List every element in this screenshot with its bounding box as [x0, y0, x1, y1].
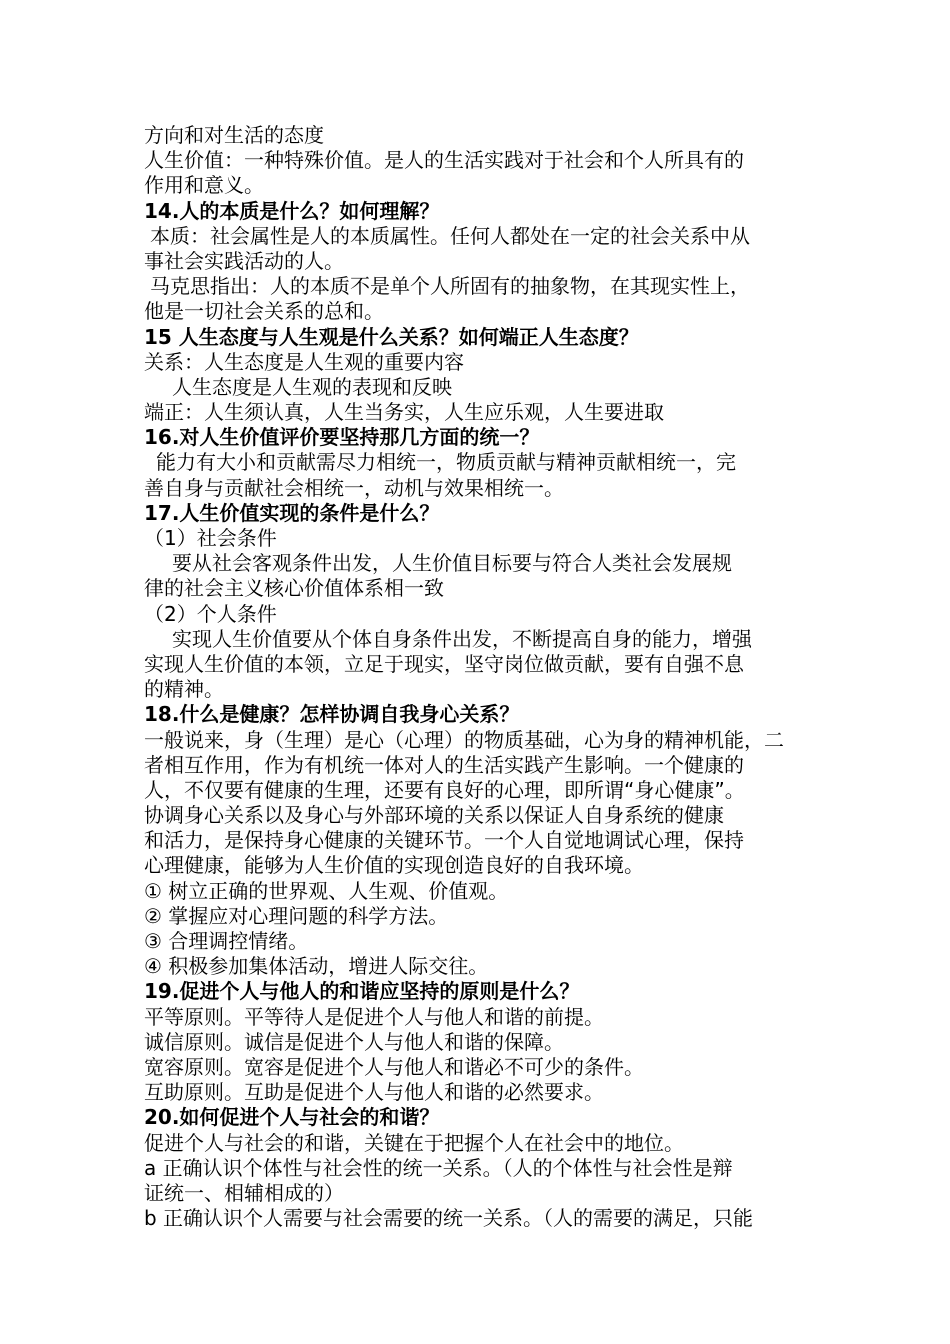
text-line: 本质：社会属性是人的本质属性。任何人都处在一定的社会关系中从 [150, 223, 750, 248]
text-line: 人生态度是人生观的表现和反映 [172, 374, 452, 399]
question-heading: 18.什么是健康？怎样协调自我身心关系？ [144, 702, 520, 727]
question-heading: 15 人生态度与人生观是什么关系？如何端正人生态度？ [144, 324, 639, 349]
text-line: 实现人生价值的本领，立足于现实，坚守岗位做贡献，要有自强不息 [144, 651, 744, 676]
text-line: 事社会实践活动的人。 [144, 248, 344, 273]
text-line: 作用和意义。 [144, 173, 264, 198]
text-line: 平等原则。平等待人是促进个人与他人和谐的前提。 [144, 1004, 604, 1029]
text-line: 关系：人生态度是人生观的重要内容 [144, 349, 464, 374]
text-line: 的精神。 [144, 677, 224, 702]
text-line: 端正：人生须认真，人生当务实，人生应乐观，人生要进取 [144, 400, 664, 425]
text-line: 实现人生价值要从个体自身条件出发，不断提高自身的能力，增强 [172, 626, 752, 651]
text-line: 心理健康，能够为人生价值的实现创造良好的自我环境。 [144, 853, 644, 878]
question-heading: 16.对人生价值评价要坚持那几方面的统一？ [144, 425, 540, 450]
text-line: a 正确认识个体性与社会性的统一关系。（人的个体性与社会性是辩 [144, 1155, 733, 1180]
list-item: ② 掌握应对心理问题的科学方法。 [144, 903, 449, 928]
text-line: 人，不仅要有健康的生理，还要有良好的心理，即所谓“身心健康”。 [144, 777, 745, 802]
text-line: 宽容原则。宽容是促进个人与他人和谐必不可少的条件。 [144, 1054, 644, 1079]
list-item: ③ 合理调控情绪。 [144, 929, 309, 953]
question-heading: 17.人生价值实现的条件是什么？ [144, 500, 440, 525]
text-line: 协调身心关系以及身心与外部环境的关系以保证人自身系统的健康 [144, 803, 724, 828]
text-line: 律的社会主义核心价值体系相一致 [144, 576, 444, 601]
text-line: 善自身与贡献社会相统一，动机与效果相统一。 [144, 475, 564, 500]
text-line: 方向和对生活的态度 [144, 123, 324, 147]
text-line: 要从社会客观条件出发，人生价值目标要与符合人类社会发展规 [172, 551, 732, 576]
text-line: （2）个人条件 [144, 601, 277, 626]
question-heading: 14.人的本质是什么？如何理解？ [144, 198, 440, 223]
text-line: 一般说来，身（生理）是心（心理）的物质基础，心为身的精神机能，二 [144, 727, 784, 752]
text-line: 马克思指出：人的本质不是单个人所固有的抽象物，在其现实性上， [150, 274, 750, 299]
text-line: 诚信原则。诚信是促进个人与他人和谐的保障。 [144, 1029, 564, 1054]
list-item: ④ 积极参加集体活动，增进人际交往。 [144, 954, 489, 979]
text-line: 人生价值：一种特殊价值。是人的生活实践对于社会和个人所具有的 [144, 148, 744, 173]
list-item: ① 树立正确的世界观、人生观、价值观。 [144, 878, 509, 903]
text-line: 证统一、相辅相成的） [144, 1180, 344, 1205]
text-line: b 正确认识个人需要与社会需要的统一关系。（人的需要的满足，只能 [144, 1206, 754, 1231]
text-line: 他是一切社会关系的总和。 [144, 299, 384, 324]
text-line: 者相互作用，作为有机统一体对人的生活实践产生影响。一个健康的 [144, 752, 744, 777]
text-line: 促进个人与社会的和谐，关键在于把握个人在社会中的地位。 [144, 1130, 684, 1155]
question-heading: 19.促进个人与他人的和谐应坚持的原则是什么？ [144, 979, 580, 1004]
text-line: 和活力，是保持身心健康的关键环节。一个人自觉地调试心理，保持 [144, 828, 744, 853]
document-page [144, 123, 816, 1231]
text-line: 互助原则。互助是促进个人与他人和谐的必然要求。 [144, 1080, 604, 1105]
text-line: （1）社会条件 [144, 526, 277, 550]
text-line: 能力有大小和贡献需尽力相统一，物质贡献与精神贡献相统一，完 [156, 450, 736, 475]
question-heading: 20.如何促进个人与社会的和谐？ [144, 1105, 440, 1130]
